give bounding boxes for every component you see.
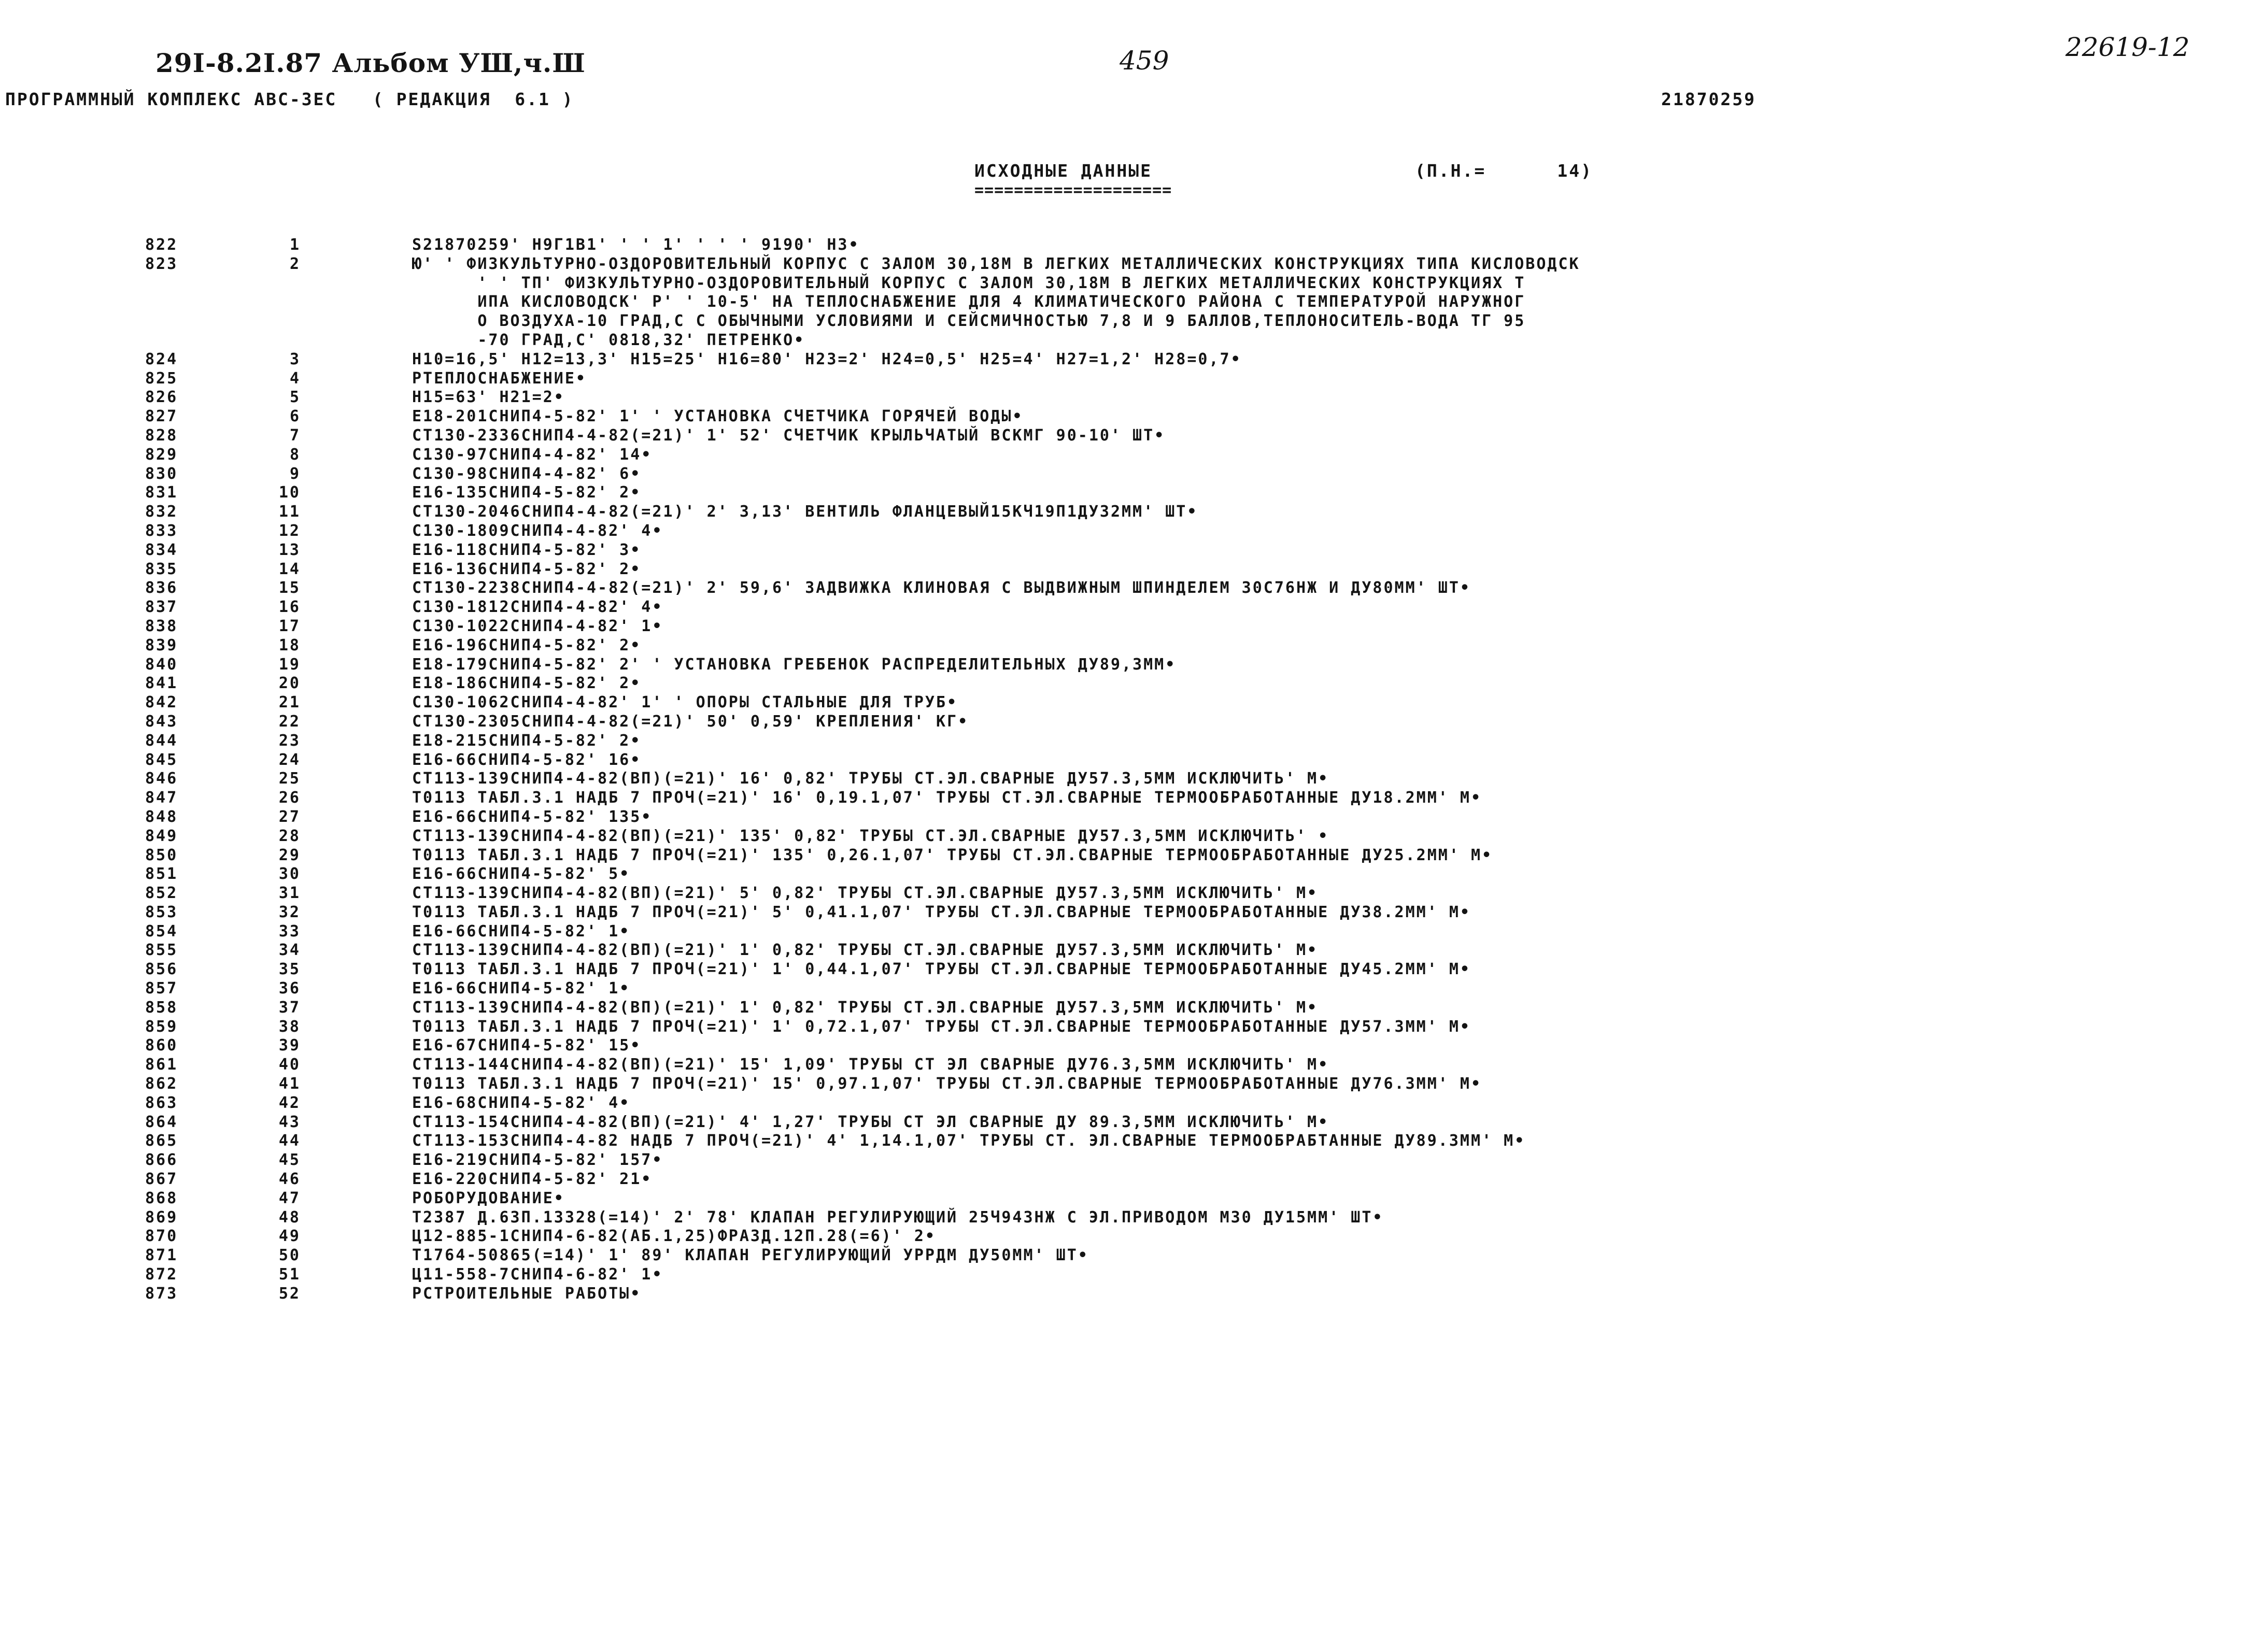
listing-row bbox=[0, 827, 2265, 846]
card-number: 850 bbox=[145, 846, 178, 864]
card-number: 859 bbox=[145, 1017, 178, 1036]
sequence-number: 43 bbox=[278, 1113, 301, 1131]
listing-row bbox=[0, 1151, 2265, 1170]
sequence-number: 41 bbox=[278, 1075, 301, 1093]
record-text: РСТРОИТЕЛЬНЫЕ РАБОТЫ• bbox=[412, 1284, 642, 1303]
record-text: Н10=16,5' Н12=13,3' Н15=25' Н16=80' Н23=2' Н24=0,5' Н25=4' Н27=1,2' Н28=0,7• bbox=[412, 350, 1242, 368]
card-number: 860 bbox=[145, 1036, 178, 1055]
listing-row bbox=[0, 560, 2265, 579]
card-number: 829 bbox=[145, 445, 178, 464]
card-number: 865 bbox=[145, 1132, 178, 1150]
listing-row bbox=[0, 636, 2265, 656]
sequence-number: 21 bbox=[278, 693, 301, 712]
record-text: Е18-201СНИП4-5-82' 1' ' УСТАНОВКА СЧЕТЧИКА ГОРЯЧЕЙ ВОДЫ• bbox=[412, 407, 1024, 426]
record-text: Н15=63' Н21=2• bbox=[412, 388, 565, 407]
record-text: Е16-118СНИП4-5-82' 3• bbox=[412, 540, 642, 559]
record-text: Е16-196СНИП4-5-82' 2• bbox=[412, 636, 642, 654]
sequence-number: 46 bbox=[278, 1170, 301, 1189]
sequence-number: 19 bbox=[278, 655, 301, 674]
card-number: 835 bbox=[145, 560, 178, 578]
card-number: 864 bbox=[145, 1113, 178, 1131]
listing-row bbox=[0, 1113, 2265, 1132]
listing-row bbox=[0, 1208, 2265, 1228]
listing-row bbox=[0, 446, 2265, 465]
record-text: Т0113 ТАБЛ.3.1 НАДБ 7 ПРОЧ(=21)' 1' 0,72.1,07' ТРУБЫ СТ.ЭЛ.СВАРНЫЕ ТЕРМООБРАБОТАННЫЕ ДУ57.3ММ' М• bbox=[412, 1017, 1471, 1036]
record-text: Т0113 ТАБЛ.3.1 НАДБ 7 ПРОЧ(=21)' 15' 0,97.1,07' ТРУБЫ СТ.ЭЛ.СВАРНЫЕ ТЕРМООБРАБОТАННЫЕ ДУ76.3ММ' М• bbox=[412, 1075, 1482, 1093]
listing-row bbox=[0, 236, 2265, 255]
record-text: СТ130-2336СНИП4-4-82(=21)' 1' 52' СЧЕТЧИК КРЫЛЬЧАТЫЙ ВСКМГ 90-10' ШТ• bbox=[412, 426, 1166, 445]
card-number: 825 bbox=[145, 369, 178, 388]
listing-row bbox=[0, 1132, 2265, 1151]
sequence-number: 47 bbox=[278, 1189, 301, 1207]
section-underline: ==================== bbox=[974, 181, 1172, 200]
record-text: СТ113-139СНИП4-4-82(ВП)(=21)' 5' 0,82' ТРУБЫ СТ.ЭЛ.СВАРНЫЕ ДУ57.3,5ММ ИСКЛЮЧИТЬ' М• bbox=[412, 884, 1319, 903]
record-text: С130-1809СНИП4-4-82' 4• bbox=[412, 521, 663, 540]
card-number: 841 bbox=[145, 674, 178, 693]
card-number: 842 bbox=[145, 693, 178, 712]
sequence-number: 48 bbox=[278, 1208, 301, 1227]
record-text: Е16-219СНИП4-5-82' 157• bbox=[412, 1151, 663, 1170]
card-number: 862 bbox=[145, 1075, 178, 1093]
section-title: ИСХОДНЫЕ ДАННЫЕ bbox=[974, 161, 1153, 181]
sequence-number: 28 bbox=[278, 827, 301, 845]
card-number: 836 bbox=[145, 579, 178, 597]
sequence-number: 2 bbox=[289, 254, 301, 273]
sequence-number: 45 bbox=[278, 1151, 301, 1170]
listing-row bbox=[0, 1189, 2265, 1208]
listing-row bbox=[0, 407, 2265, 426]
sequence-number: 37 bbox=[278, 998, 301, 1017]
record-text: Е18-179СНИП4-5-82' 2' ' УСТАНОВКА ГРЕБЕНОК РАСПРЕДЕЛИТЕЛЬНЫХ ДУ89,3ММ• bbox=[412, 655, 1177, 674]
card-number: 873 bbox=[145, 1284, 178, 1303]
listing-row bbox=[0, 388, 2265, 407]
record-text: РОБОРУДОВАНИЕ• bbox=[412, 1189, 565, 1207]
card-number: 868 bbox=[145, 1189, 178, 1207]
listing-row bbox=[0, 1227, 2265, 1246]
card-number: 869 bbox=[145, 1208, 178, 1227]
card-number: 845 bbox=[145, 750, 178, 769]
listing-row bbox=[0, 1170, 2265, 1189]
card-number: 828 bbox=[145, 426, 178, 445]
listing-row bbox=[0, 960, 2265, 979]
card-number: 844 bbox=[145, 731, 178, 750]
record-text: СТ113-139СНИП4-4-82(ВП)(=21)' 16' 0,82' ТРУБЫ СТ.ЭЛ.СВАРНЫЕ ДУ57.3,5ММ ИСКЛЮЧИТЬ' М• bbox=[412, 770, 1329, 788]
card-number: 871 bbox=[145, 1246, 178, 1265]
card-number: 839 bbox=[145, 636, 178, 654]
listing-row bbox=[0, 903, 2265, 922]
record-text: СТ113-139СНИП4-4-82(ВП)(=21)' 1' 0,82' ТРУБЫ СТ.ЭЛ.СВАРНЫЕ ДУ57.3,5ММ ИСКЛЮЧИТЬ' М• bbox=[412, 941, 1319, 960]
card-number: 826 bbox=[145, 388, 178, 407]
listing-row bbox=[0, 1094, 2265, 1113]
card-number: 853 bbox=[145, 903, 178, 921]
listing-row bbox=[0, 656, 2265, 675]
listing-row bbox=[0, 1265, 2265, 1285]
program-title: ПРОГРАММНЫЙ КОМПЛЕКС АВС-3ЕС ( РЕДАКЦИЯ 6.1 ) bbox=[5, 89, 574, 109]
sequence-number: 20 bbox=[278, 674, 301, 693]
card-number: 831 bbox=[145, 483, 178, 502]
record-text: С130-1062СНИП4-4-82' 1' ' ОПОРЫ СТАЛЬНЫЕ ДЛЯ ТРУБ• bbox=[412, 693, 958, 712]
sequence-number: 8 bbox=[289, 445, 301, 464]
card-number: 824 bbox=[145, 350, 178, 368]
listing-row bbox=[0, 979, 2265, 999]
record-text: СТ113-153СНИП4-4-82 НАДБ 7 ПРОЧ(=21)' 4' 1,14.1,07' ТРУБЫ СТ. ЭЛ.СВАРНЫЕ ТЕРМООБРАБТАННЫЕ ДУ89.3ММ' М• bbox=[412, 1132, 1526, 1150]
card-number: 858 bbox=[145, 998, 178, 1017]
record-text: Е16-135СНИП4-5-82' 2• bbox=[412, 483, 642, 502]
sequence-number: 14 bbox=[278, 560, 301, 578]
record-text: Т0113 ТАБЛ.3.1 НАДБ 7 ПРОЧ(=21)' 135' 0,26.1,07' ТРУБЫ СТ.ЭЛ.СВАРНЫЕ ТЕРМООБРАБОТАННЫЕ ДУ25.2ММ' М• bbox=[412, 846, 1493, 864]
listing-row bbox=[0, 693, 2265, 713]
card-number: 823 bbox=[145, 254, 178, 273]
record-text: СТ130-2046СНИП4-4-82(=21)' 2' 3,13' ВЕНТИЛЬ ФЛАНЦЕВЫЙ15КЧ19П1ДУ32ММ' ШТ• bbox=[412, 503, 1198, 521]
document-id: 22619-12 bbox=[2065, 32, 2190, 62]
record-text: Т0113 ТАБЛ.3.1 НАДБ 7 ПРОЧ(=21)' 5' 0,41.1,07' ТРУБЫ СТ.ЭЛ.СВАРНЫЕ ТЕРМООБРАБОТАННЫЕ ДУ38.2ММ' М• bbox=[412, 903, 1471, 921]
card-number: 834 bbox=[145, 540, 178, 559]
listing-row bbox=[0, 751, 2265, 770]
card-number: 872 bbox=[145, 1265, 178, 1284]
listing-row bbox=[0, 941, 2265, 960]
listing-row bbox=[0, 732, 2265, 751]
sequence-number: 1 bbox=[289, 236, 301, 254]
card-number: 822 bbox=[145, 236, 178, 254]
listing-row bbox=[0, 598, 2265, 617]
record-text: S21870259' Н9Г1В1' ' ' 1' ' ' ' 9190' Н3• bbox=[412, 236, 860, 254]
sequence-number: 11 bbox=[278, 503, 301, 521]
record-text: С130-98СНИП4-4-82' 6• bbox=[412, 464, 642, 483]
record-text: Е16-66СНИП4-5-82' 1• bbox=[412, 979, 631, 998]
sequence-number: 13 bbox=[278, 540, 301, 559]
sequence-number: 36 bbox=[278, 979, 301, 998]
record-text: ИПА КИСЛОВОДСК' Р' ' 10-5' НА ТЕПЛОСНАБЖЕНИЕ ДЛЯ 4 КЛИМАТИЧЕСКОГО РАЙОНА С ТЕМПЕРАТУРОЙ НАРУЖНОГ bbox=[412, 293, 1526, 311]
card-number: 843 bbox=[145, 712, 178, 731]
record-text: Т0113 ТАБЛ.3.1 НАДБ 7 ПРОЧ(=21)' 1' 0,44.1,07' ТРУБЫ СТ.ЭЛ.СВАРНЫЕ ТЕРМООБРАБОТАННЫЕ ДУ45.2ММ' М• bbox=[412, 960, 1471, 979]
record-text: Е18-186СНИП4-5-82' 2• bbox=[412, 674, 642, 693]
card-number: 833 bbox=[145, 521, 178, 540]
record-text: Е16-68СНИП4-5-82' 4• bbox=[412, 1093, 631, 1112]
input-data-listing bbox=[0, 236, 2265, 1304]
sequence-number: 34 bbox=[278, 941, 301, 960]
sequence-number: 40 bbox=[278, 1056, 301, 1074]
sequence-number: 49 bbox=[278, 1227, 301, 1246]
card-number: 849 bbox=[145, 827, 178, 845]
listing-row bbox=[0, 865, 2265, 884]
sequence-number: 23 bbox=[278, 731, 301, 750]
listing-row bbox=[0, 884, 2265, 903]
record-text: С130-1812СНИП4-4-82' 4• bbox=[412, 598, 663, 617]
sequence-number: 17 bbox=[278, 617, 301, 635]
sequence-number: 32 bbox=[278, 903, 301, 921]
card-number: 847 bbox=[145, 789, 178, 807]
card-number: 867 bbox=[145, 1170, 178, 1189]
listing-row bbox=[0, 789, 2265, 808]
listing-row bbox=[0, 1075, 2265, 1094]
listing-row bbox=[0, 846, 2265, 865]
listing-row bbox=[0, 541, 2265, 560]
listing-row bbox=[0, 999, 2265, 1018]
card-number: 861 bbox=[145, 1056, 178, 1074]
card-number: 866 bbox=[145, 1151, 178, 1170]
sequence-number: 16 bbox=[278, 598, 301, 617]
listing-row bbox=[0, 674, 2265, 693]
listing-row bbox=[0, 1056, 2265, 1075]
listing-row bbox=[0, 1246, 2265, 1265]
sequence-number: 5 bbox=[289, 388, 301, 407]
record-text: Т1764-50865(=14)' 1' 89' КЛАПАН РЕГУЛИРУЮЩИЙ УРРДМ ДУ50ММ' ШТ• bbox=[412, 1246, 1089, 1265]
card-number: 856 bbox=[145, 960, 178, 979]
record-text: О ВОЗДУХА-10 ГРАД,С С ОБЫЧНЫМИ УСЛОВИЯМИ И СЕЙСМИЧНОСТЬЮ 7,8 И 9 БАЛЛОВ,ТЕПЛОНОСИТЕЛЬ-ВОДА ТГ 95 bbox=[412, 312, 1526, 331]
card-number: 846 bbox=[145, 770, 178, 788]
listing-row bbox=[0, 1018, 2265, 1037]
listing-row bbox=[0, 293, 2265, 312]
listing-row bbox=[0, 922, 2265, 942]
sequence-number: 35 bbox=[278, 960, 301, 979]
sequence-number: 50 bbox=[278, 1246, 301, 1265]
listing-row bbox=[0, 426, 2265, 446]
listing-row bbox=[0, 255, 2265, 274]
listing-row bbox=[0, 503, 2265, 522]
sequence-number: 44 bbox=[278, 1132, 301, 1150]
record-text: Е16-220СНИП4-5-82' 21• bbox=[412, 1170, 653, 1189]
sequence-number: 7 bbox=[289, 426, 301, 445]
page-number: 459 bbox=[1120, 46, 1169, 76]
sequence-number: 29 bbox=[278, 846, 301, 864]
card-number: 848 bbox=[145, 807, 178, 826]
record-text: Т2387 Д.63П.13328(=14)' 2' 78' КЛАПАН РЕГУЛИРУЮЩИЙ 25Ч943НЖ С ЭЛ.ПРИВОДОМ М30 ДУ15ММ' ШТ• bbox=[412, 1208, 1384, 1227]
record-text: Ц12-885-1СНИП4-6-82(АБ.1,25)ФРАЗД.12П.28(=6)' 2• bbox=[412, 1227, 936, 1246]
record-text: Е16-67СНИП4-5-82' 15• bbox=[412, 1036, 642, 1055]
listing-row bbox=[0, 274, 2265, 293]
record-text: Ю' ' ФИЗКУЛЬТУРНО-ОЗДОРОВИТЕЛЬНЫЙ КОРПУС С ЗАЛОМ 30,18М В ЛЕГКИХ МЕТАЛЛИЧЕСКИХ КОНСТРУКЦИЯХ ТИПА КИСЛОВОДСК bbox=[412, 254, 1580, 273]
card-number: 832 bbox=[145, 503, 178, 521]
record-text: СТ113-154СНИП4-4-82(ВП)(=21)' 4' 1,27' ТРУБЫ СТ ЭЛ СВАРНЫЕ ДУ 89.3,5ММ ИСКЛЮЧИТЬ' М• bbox=[412, 1113, 1329, 1131]
sequence-number: 4 bbox=[289, 369, 301, 388]
sequence-number: 6 bbox=[289, 407, 301, 426]
card-number: 857 bbox=[145, 979, 178, 998]
sequence-number: 33 bbox=[278, 922, 301, 941]
listing-row bbox=[0, 331, 2265, 350]
listing-row bbox=[0, 350, 2265, 369]
card-number: 851 bbox=[145, 865, 178, 884]
listing-row bbox=[0, 617, 2265, 636]
record-text: Е16-66СНИП4-5-82' 16• bbox=[412, 750, 642, 769]
album-reference: 29I-8.2I.87 Альбом УШ,ч.Ш bbox=[155, 48, 586, 78]
record-text: РТЕПЛОСНАБЖЕНИЕ• bbox=[412, 369, 587, 388]
sequence-number: 52 bbox=[278, 1284, 301, 1303]
document-code: 21870259 bbox=[1661, 89, 1756, 109]
record-text: СТ113-139СНИП4-4-82(ВП)(=21)' 135' 0,82' ТРУБЫ СТ.ЭЛ.СВАРНЫЕ ДУ57.3,5ММ ИСКЛЮЧИТЬ' • bbox=[412, 827, 1329, 845]
sequence-number: 12 bbox=[278, 521, 301, 540]
record-text: ' ' ТП' ФИЗКУЛЬТУРНО-ОЗДОРОВИТЕЛЬНЫЙ КОРПУС С ЗАЛОМ 30,18М В ЛЕГКИХ МЕТАЛЛИЧЕСКИХ КОНСТРУКЦИЯХ Т bbox=[412, 274, 1526, 292]
sequence-number: 25 bbox=[278, 770, 301, 788]
listing-row bbox=[0, 770, 2265, 789]
record-text: С130-97СНИП4-4-82' 14• bbox=[412, 445, 653, 464]
sequence-number: 15 bbox=[278, 579, 301, 597]
card-number: 870 bbox=[145, 1227, 178, 1246]
record-text: Е18-215СНИП4-5-82' 2• bbox=[412, 731, 642, 750]
listing-row bbox=[0, 713, 2265, 732]
sequence-number: 31 bbox=[278, 884, 301, 903]
listing-row bbox=[0, 1036, 2265, 1056]
record-text: СТ130-2305СНИП4-4-82(=21)' 50' 0,59' КРЕПЛЕНИЯ' КГ• bbox=[412, 712, 969, 731]
listing-row bbox=[0, 312, 2265, 331]
listing-row bbox=[0, 465, 2265, 484]
sequence-number: 42 bbox=[278, 1093, 301, 1112]
sequence-number: 51 bbox=[278, 1265, 301, 1284]
sequence-number: 39 bbox=[278, 1036, 301, 1055]
card-number: 827 bbox=[145, 407, 178, 426]
listing-row bbox=[0, 579, 2265, 598]
record-text: СТ130-2238СНИП4-4-82(=21)' 2' 59,6' ЗАДВИЖКА КЛИНОВАЯ С ВЫДВИЖНЫМ ШПИНДЕЛЕМ 30С76НЖ И ДУ80ММ' ШТ• bbox=[412, 579, 1471, 597]
sequence-number: 30 bbox=[278, 865, 301, 884]
record-text: Е16-66СНИП4-5-82' 135• bbox=[412, 807, 653, 826]
record-text: Е16-66СНИП4-5-82' 1• bbox=[412, 922, 631, 941]
record-text: Е16-136СНИП4-5-82' 2• bbox=[412, 560, 642, 578]
card-number: 855 bbox=[145, 941, 178, 960]
card-number: 838 bbox=[145, 617, 178, 635]
card-number: 837 bbox=[145, 598, 178, 617]
record-text: С130-1022СНИП4-4-82' 1• bbox=[412, 617, 663, 635]
card-number: 854 bbox=[145, 922, 178, 941]
sequence-number: 10 bbox=[278, 483, 301, 502]
card-number: 863 bbox=[145, 1093, 178, 1112]
card-number: 840 bbox=[145, 655, 178, 674]
record-text: Ц11-558-7СНИП4-6-82' 1• bbox=[412, 1265, 663, 1284]
record-text: СТ113-139СНИП4-4-82(ВП)(=21)' 1' 0,82' ТРУБЫ СТ.ЭЛ.СВАРНЫЕ ДУ57.3,5ММ ИСКЛЮЧИТЬ' М• bbox=[412, 998, 1319, 1017]
record-text: -70 ГРАД,С' 0818,32' ПЕТРЕНКО• bbox=[412, 331, 805, 349]
card-number: 830 bbox=[145, 464, 178, 483]
record-text: Е16-66СНИП4-5-82' 5• bbox=[412, 865, 631, 884]
sequence-number: 24 bbox=[278, 750, 301, 769]
card-number: 852 bbox=[145, 884, 178, 903]
record-text: Т0113 ТАБЛ.3.1 НАДБ 7 ПРОЧ(=21)' 16' 0,19.1,07' ТРУБЫ СТ.ЭЛ.СВАРНЫЕ ТЕРМООБРАБОТАННЫЕ ДУ18.2ММ' М• bbox=[412, 789, 1482, 807]
sequence-number: 18 bbox=[278, 636, 301, 654]
listing-row bbox=[0, 522, 2265, 541]
listing-row bbox=[0, 483, 2265, 503]
sequence-number: 3 bbox=[289, 350, 301, 368]
listing-row bbox=[0, 808, 2265, 827]
listing-row bbox=[0, 1285, 2265, 1304]
sequence-number: 22 bbox=[278, 712, 301, 731]
sequence-number: 38 bbox=[278, 1017, 301, 1036]
sequence-number: 27 bbox=[278, 807, 301, 826]
sequence-number: 26 bbox=[278, 789, 301, 807]
listing-row bbox=[0, 369, 2265, 389]
record-text: СТ113-144СНИП4-4-82(ВП)(=21)' 15' 1,09' ТРУБЫ СТ ЭЛ СВАРНЫЕ ДУ76.3,5ММ ИСКЛЮЧИТЬ' М• bbox=[412, 1056, 1329, 1074]
pn-indicator: (П.Н.= 14) bbox=[1415, 161, 1593, 181]
sequence-number: 9 bbox=[289, 464, 301, 483]
